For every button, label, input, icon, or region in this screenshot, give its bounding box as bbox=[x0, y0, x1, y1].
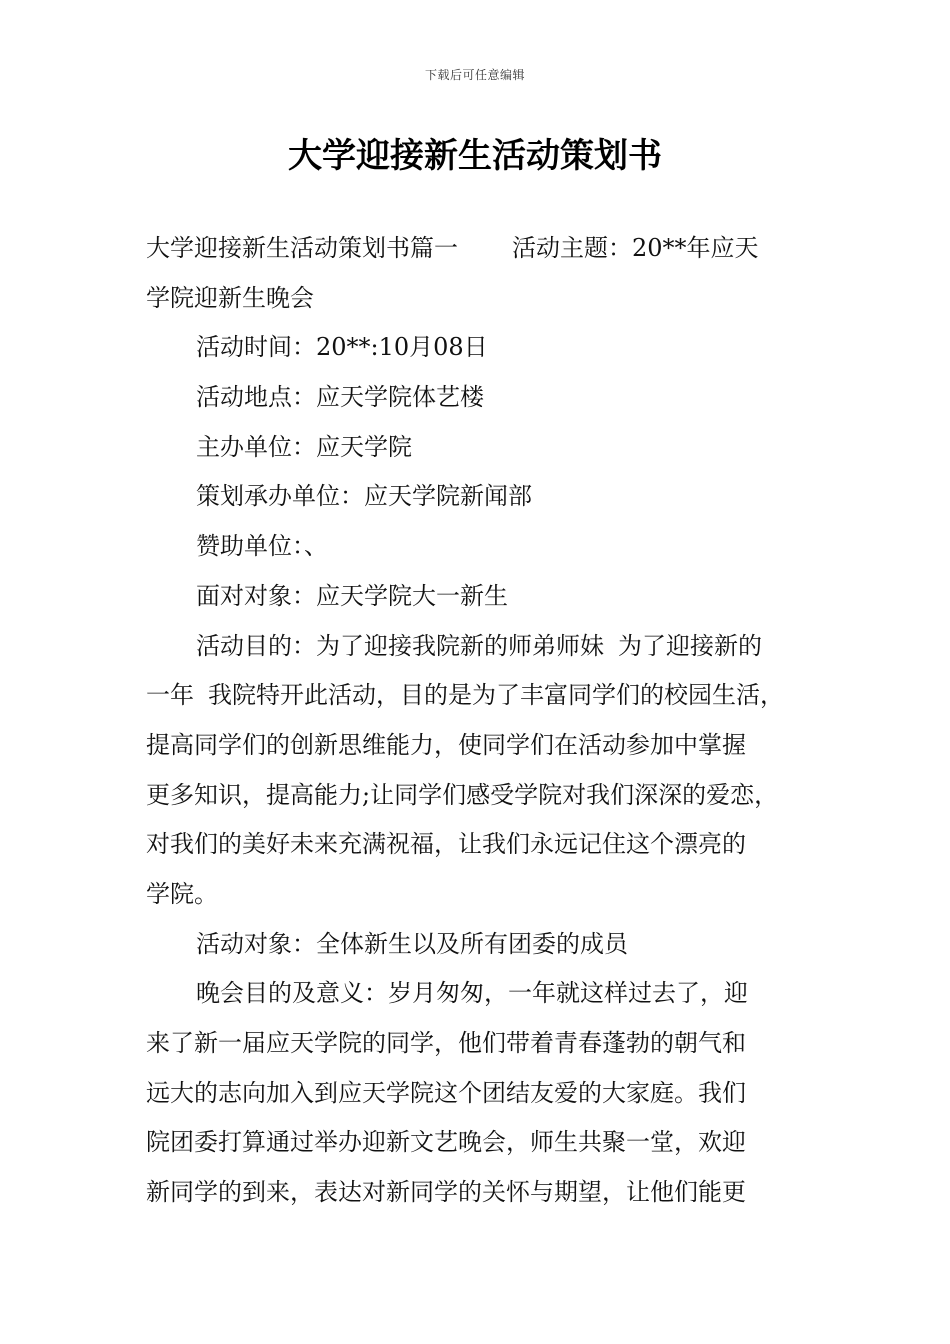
document-title: 大学迎接新生活动策划书 bbox=[288, 136, 662, 176]
purpose-line-6: 学院。 bbox=[146, 879, 218, 908]
intro-line bbox=[146, 224, 818, 274]
purpose-line-1 bbox=[146, 622, 818, 672]
significance-line-2: 来了新一届应天学院的同学，他们带着青春蓬勃的朝气和 bbox=[146, 1029, 746, 1057]
significance-line-1: 晚会目的及意义：岁月匆匆，一年就这样过去了，迎 bbox=[196, 979, 748, 1008]
field-sponsor: 赞助单位：、 bbox=[196, 532, 328, 561]
significance-line-3: 远大的志向加入到应天学院这个团结友爱的大家庭。我们 bbox=[146, 1078, 746, 1107]
field-time: 活动时间：20**:10月08日 bbox=[196, 333, 488, 362]
purpose-line-2 bbox=[146, 671, 818, 721]
target-line: 活动对象：全体新生以及所有团委的成员 bbox=[196, 929, 628, 958]
purpose-text: 我院特开此活动，目的是为了丰富同学们的校园生活， bbox=[208, 681, 784, 710]
field-place: 活动地点：应天学院体艺楼 bbox=[196, 383, 484, 412]
purpose-line-4: 更多知识，提高能力;让同学们感受学院对我们深深的爱恋， bbox=[146, 780, 779, 809]
purpose-text: 一年 bbox=[146, 681, 194, 710]
field-host: 主办单位：应天学院 bbox=[196, 432, 412, 461]
field-audience: 面对对象：应天学院大一新生 bbox=[196, 581, 508, 610]
header-note: 下载后可任意编辑 bbox=[424, 68, 525, 82]
purpose-line-5: 对我们的美好未来充满祝福，让我们永远记住这个漂亮的 bbox=[146, 830, 746, 859]
theme-line-end: 学院迎新生晚会 bbox=[146, 283, 314, 312]
field-organizer: 策划承办单位：应天学院新闻部 bbox=[196, 482, 532, 511]
purpose-line-3: 提高同学们的创新思维能力，使同学们在活动参加中掌握 bbox=[146, 730, 746, 759]
significance-line-4: 院团委打算通过举办迎新文艺晚会，师生共聚一堂，欢迎 bbox=[146, 1128, 746, 1157]
significance-line-5: 新同学的到来，表达对新同学的关怀与期望，让他们能更 bbox=[146, 1178, 746, 1207]
part-title: 大学迎接新生活动策划书篇一 bbox=[146, 234, 458, 262]
theme-text-start: 活动主题：20**年应天 bbox=[512, 234, 759, 262]
document-body bbox=[146, 224, 818, 1218]
purpose-text: 为了迎接新的 bbox=[618, 631, 762, 660]
purpose-text: 活动目的：为了迎接我院新的师弟师妹 bbox=[196, 631, 604, 660]
